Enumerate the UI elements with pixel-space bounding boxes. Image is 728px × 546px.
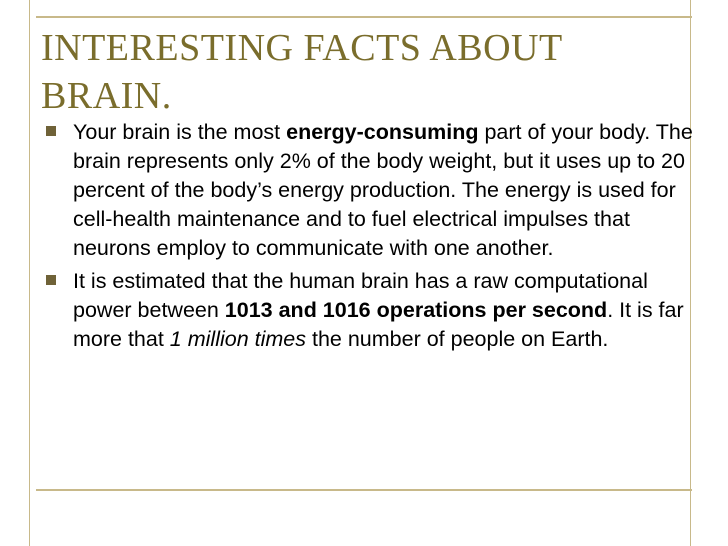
left-rule: [29, 0, 30, 546]
text-run: part of your body. The brain represents only 2% of the body weight, but it uses up to 20 percent of the body’s energy production. The energy is used for cell-health maintenance and to fuel electrical impulses that neurons employ to communicate with one another.: [73, 120, 693, 260]
bottom-rule: [36, 489, 692, 491]
slide-title: INTERESTING FACTS ABOUT BRAIN.: [41, 27, 563, 117]
text-run-bold: energy-consuming: [286, 120, 479, 144]
bullet-text: [73, 267, 695, 354]
bullet-item: [45, 118, 695, 263]
top-rule: [36, 16, 692, 18]
square-bullet-icon: [46, 275, 56, 285]
text-run-bold: 1013 and 1016 operations per second: [224, 298, 608, 322]
text-run: Your brain is the most: [73, 120, 287, 144]
square-bullet-icon: [46, 126, 56, 136]
text-run-italic: 1 million times: [169, 327, 306, 351]
bullet-item: [45, 267, 695, 354]
bullet-text: [73, 118, 695, 263]
text-run: It is estimated that the human brain has a raw computational power between: [73, 269, 648, 322]
text-run: . It is far more that: [73, 298, 684, 351]
bullet-list: [45, 118, 695, 358]
text-run: the number of people on Earth.: [306, 327, 609, 351]
